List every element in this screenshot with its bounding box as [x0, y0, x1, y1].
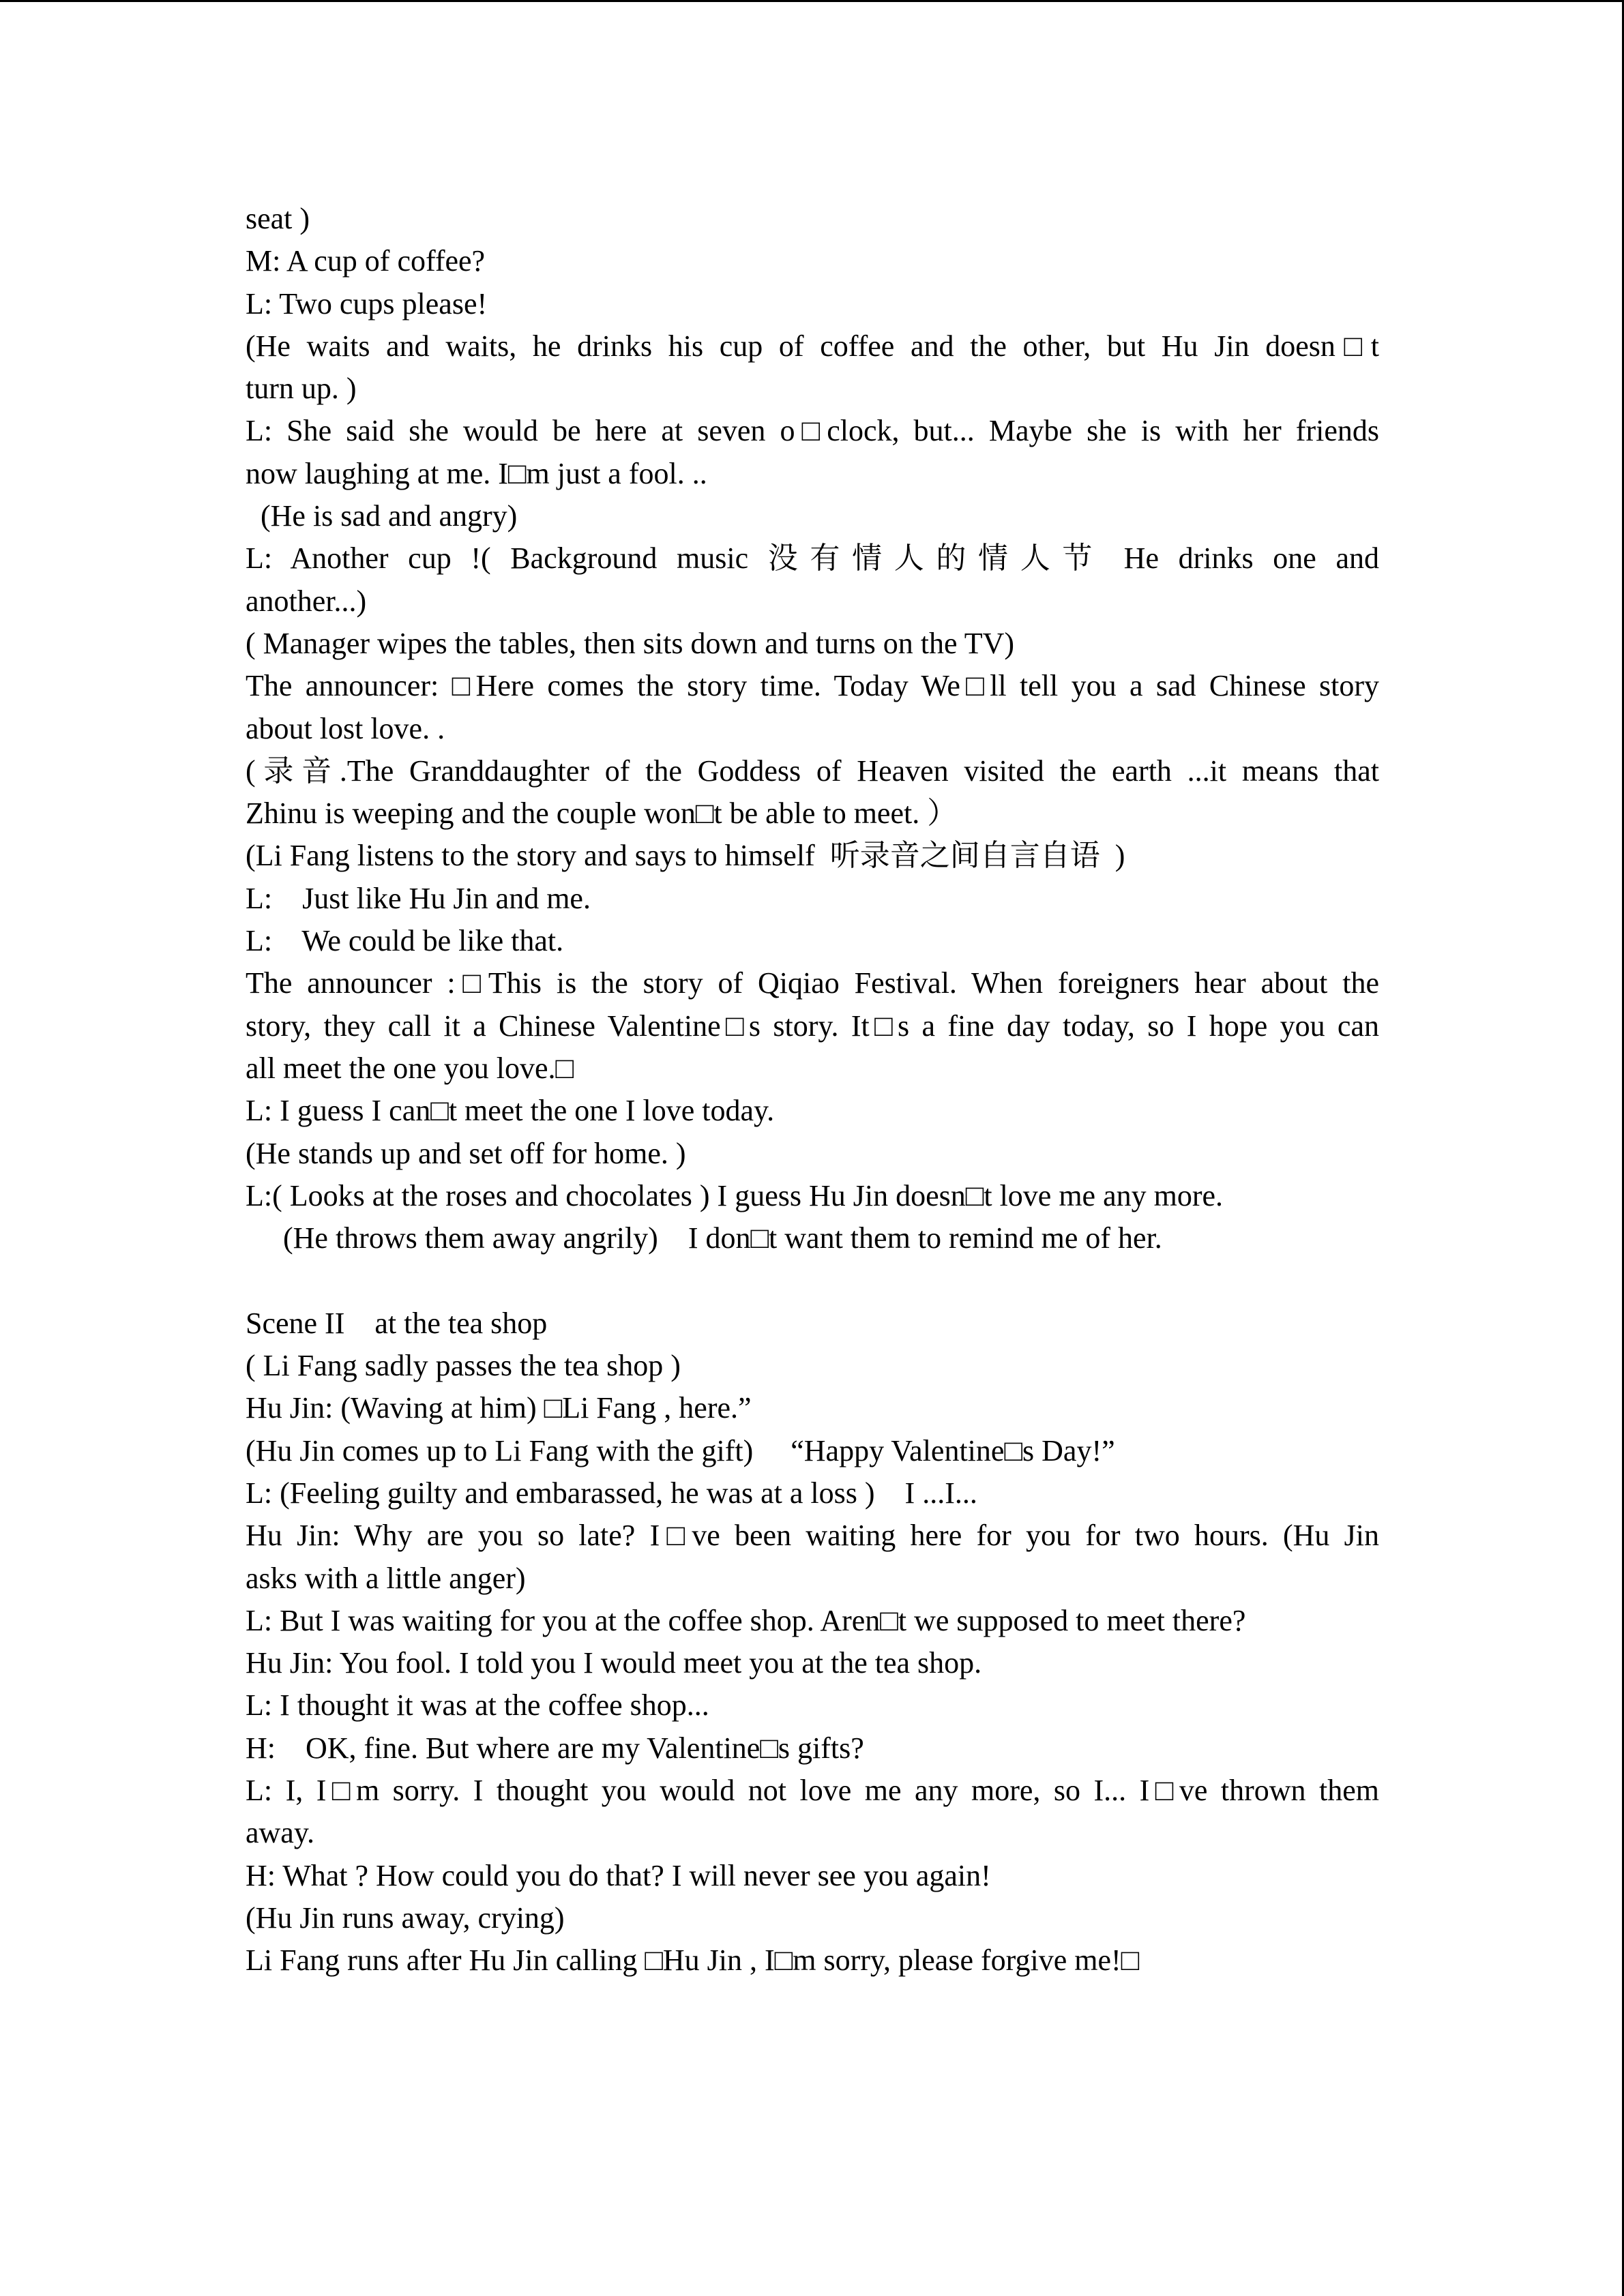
- script-line: Hu Jin: You fool. I told you I would meet you at the tea shop.: [246, 1646, 982, 1680]
- script-line: story, they call it a Chinese Valentine□s story. It□s a fine day today, so I hope you can: [246, 1009, 1379, 1043]
- script-line: L: I, I□m sorry. I thought you would not love me any more, so I... I□ve thrown them: [246, 1773, 1379, 1807]
- script-line: all meet the one you love.□: [246, 1051, 574, 1085]
- script-line: (He waits and waits, he drinks his cup of coffee and the other, but Hu Jin doesn□t: [246, 329, 1379, 363]
- script-line: now laughing at me. I□m just a fool. ..: [246, 456, 707, 490]
- script-line: L: But I was waiting for you at the coffee shop. Aren□t we supposed to meet there?: [246, 1603, 1246, 1637]
- script-line: M: A cup of coffee?: [246, 244, 486, 278]
- script-line: L: We could be like that.: [246, 924, 564, 958]
- script-line: L: Two cups please!: [246, 286, 488, 320]
- script-line: Li Fang runs after Hu Jin calling □Hu Jin , I□m sorry, please forgive me!□: [246, 1943, 1140, 1978]
- script-line: Zhinu is weeping and the couple won□t be able to meet. ）: [246, 796, 958, 831]
- script-line: (Hu Jin runs away, crying): [246, 1900, 565, 1935]
- script-line: another...): [246, 584, 367, 618]
- script-line: (Li Fang listens to the story and says to himself 听录音之间自言自语 ): [246, 839, 1125, 873]
- script-line: seat ): [246, 202, 310, 235]
- script-line: The announcer :□This is the story of Qiqiao Festival. When foreigners hear about the: [246, 966, 1379, 1000]
- script-line: ( Li Fang sadly passes the tea shop ): [246, 1349, 681, 1383]
- blank-line: [246, 1259, 1379, 1302]
- script-line: ( Manager wipes the tables, then sits down and turns on the TV): [246, 626, 1015, 660]
- script-line: H: OK, fine. But where are my Valentine□s gifts?: [246, 1731, 864, 1765]
- script-line: H: What ? How could you do that? I will never see you again!: [246, 1858, 991, 1892]
- script-line: L: (Feeling guilty and embarassed, he was at a loss ) I ...I...: [246, 1476, 977, 1510]
- script-line: L: Another cup !( Background music 没有情人的情人节 He drinks one and: [246, 541, 1379, 576]
- script-line: Hu Jin: (Waving at him) □Li Fang , here.”: [246, 1391, 752, 1425]
- page-border-top: [0, 0, 1624, 2]
- script-line: away.: [246, 1816, 314, 1850]
- script-line: (He throws them away angrily) I don□t want them to remind me of her.: [246, 1221, 1162, 1255]
- script-line: L:( Looks at the roses and chocolates ) I guess Hu Jin doesn□t love me any more.: [246, 1178, 1224, 1212]
- script-line: (录音.The Granddaughter of the Goddess of Heaven visited the earth ...it means that: [246, 754, 1379, 788]
- script-line: turn up. ): [246, 372, 357, 406]
- script-line: The announcer: □Here comes the story time. Today We□ll tell you a sad Chinese story: [246, 669, 1379, 703]
- script-line: Hu Jin: Why are you so late? I□ve been waiting here for you for two hours. (Hu Jin: [246, 1519, 1379, 1553]
- script-line: asks with a little anger): [246, 1561, 526, 1595]
- script-line: about lost love. .: [246, 711, 445, 745]
- script-line: L: I thought it was at the coffee shop...: [246, 1688, 709, 1723]
- script-line: Scene II at the tea shop: [246, 1306, 548, 1340]
- document-body: [246, 198, 1379, 1982]
- script-line: L: I guess I can□t meet the one I love today.: [246, 1094, 775, 1128]
- script-line: L: She said she would be here at seven o□clock, but... Maybe she is with her friends: [246, 414, 1379, 448]
- script-line: L: Just like Hu Jin and me.: [246, 881, 591, 915]
- script-line: (He is sad and angry): [246, 499, 518, 533]
- script-line: (He stands up and set off for home. ): [246, 1136, 686, 1170]
- script-line: (Hu Jin comes up to Li Fang with the gift) “Happy Valentine□s Day!”: [246, 1433, 1115, 1467]
